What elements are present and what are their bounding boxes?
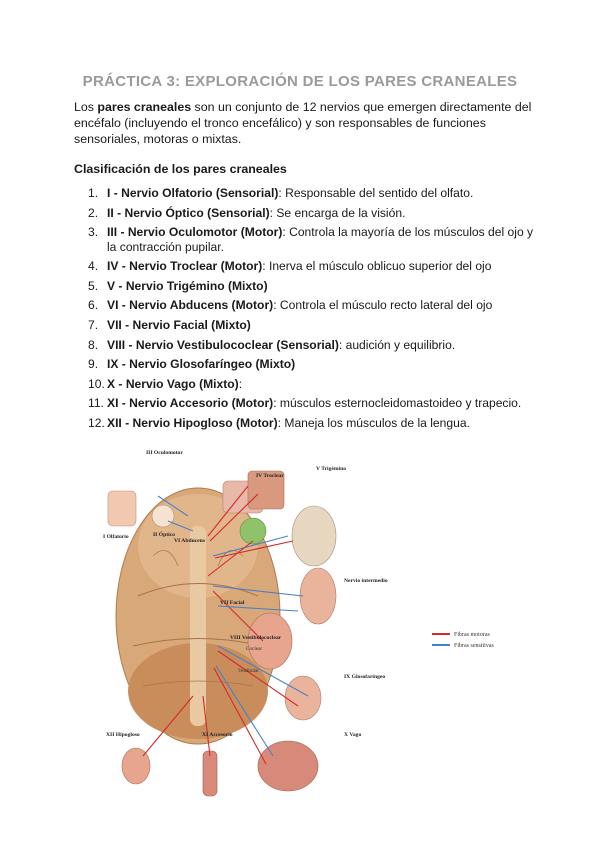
label-abducens: VI Abducens	[174, 538, 205, 544]
nerve-name: X - Nervio Vago (Mixto)	[107, 376, 239, 391]
label-trigemino: V Trigémino	[316, 466, 346, 472]
list-number: 4.	[88, 259, 99, 274]
intro-bold: pares craneales	[97, 100, 192, 114]
nerve-name: VI - Nervio Abducens (Motor)	[107, 298, 274, 313]
label-olfatorio: I Olfatorio	[103, 534, 129, 540]
nerve-name: IX - Nervio Glosofaríngeo (Mixto)	[107, 357, 296, 372]
list-number: 1.	[88, 186, 99, 200]
fiber-legend	[432, 632, 494, 649]
label-oculomotor: III Oculomotor	[146, 450, 183, 456]
label-intermedio: Nervio intermedio	[344, 578, 388, 584]
label-troclear: IV Troclear	[256, 473, 284, 479]
section-heading: Clasificación de los pares craneales	[74, 162, 287, 176]
label-vestibular: Vestibular	[238, 668, 260, 674]
nerve-list	[74, 186, 544, 436]
nerve-name: VIII - Nervio Vestibulococlear (Sensorial)	[107, 337, 339, 352]
intro-before: Los	[74, 100, 98, 114]
label-glosofaringeo: IX Glosofaríngeo	[344, 674, 386, 680]
nerve-name: IV - Nervio Troclear (Motor)	[107, 259, 263, 274]
legend-motor-label: Fibras motoras	[454, 632, 490, 638]
nerve-desc: : audición y equilibrio.	[338, 337, 456, 352]
list-number: 12.	[88, 415, 105, 430]
list-number: 8.	[88, 337, 99, 352]
nerve-desc: : Responsable del sentido del olfato.	[278, 186, 474, 200]
list-number: 5.	[88, 278, 99, 293]
list-number: 2.	[88, 205, 99, 220]
list-item	[74, 259, 544, 274]
label-accesorio: XI Accesorio	[202, 732, 233, 738]
label-vago: X Vago	[344, 732, 362, 738]
list-number: 3.	[88, 225, 99, 240]
list-number: 11.	[88, 396, 104, 411]
list-item	[74, 396, 544, 411]
nerve-desc: : músculos esternocleidomastoideo y trapecio.	[273, 396, 522, 411]
list-item	[74, 298, 544, 313]
label-optico: II Óptico	[153, 532, 175, 538]
nerve-name: II - Nervio Óptico (Sensorial)	[107, 205, 270, 220]
label-coclear: Coclear	[246, 646, 263, 652]
label-hipogloso: XII Hipogloso	[106, 732, 140, 738]
list-number: 7.	[88, 317, 99, 332]
label-vestibulococlear: VIII Vestibulococlear	[230, 635, 282, 641]
list-number: 6.	[88, 298, 99, 313]
cranial-nerves-illustration	[98, 446, 530, 810]
nerve-name: VII - Nervio Facial (Mixto)	[107, 317, 251, 332]
page-title: PRÁCTICA 3: EXPLORACIÓN DE LOS PARES CRANEALES	[82, 73, 518, 90]
nerve-desc: : Inerva el músculo oblicuo superior del ojo	[262, 259, 492, 274]
nerve-name: XI - Nervio Accesorio (Motor)	[107, 396, 274, 411]
list-item	[74, 279, 544, 294]
intro-paragraph	[74, 99, 544, 147]
list-item	[74, 357, 544, 372]
nerve-desc: : Maneja los músculos de la lengua.	[277, 415, 470, 430]
list-item	[74, 206, 544, 221]
nerve-desc: : Controla el músculo recto lateral del ojo	[273, 298, 493, 313]
nerve-name: XII - Nervio Hipogloso (Motor)	[107, 415, 278, 430]
nerve-name: V - Nervio Trigémino (Mixto)	[107, 278, 268, 293]
nerve-name: III - Nervio Oculomotor (Motor)	[107, 225, 283, 240]
intro-after: son un conjunto de 12 nervios que emergen directamente del encéfalo (incluyendo el tronco encefálico) y son responsables de funciones sensoriales, motoras o mixtas.	[74, 100, 532, 146]
list-item	[74, 318, 544, 333]
list-number: 9.	[88, 357, 99, 372]
list-item	[74, 225, 544, 255]
list-item	[74, 377, 544, 392]
list-number: 10.	[88, 376, 105, 391]
nerve-desc: : Se encarga de la visión.	[269, 205, 406, 220]
nerve-desc: : Controla la mayoría de los músculos del ojo y la contracción pupilar.	[107, 225, 534, 255]
list-item	[74, 338, 544, 353]
legend-sensory-label: Fibras sensitivas	[454, 643, 494, 649]
label-facial: VII Facial	[220, 600, 245, 606]
list-item	[74, 186, 544, 201]
nerve-desc: :	[238, 376, 243, 391]
list-item	[74, 416, 544, 431]
nerve-name: I - Nervio Olfatorio (Sensorial)	[107, 186, 279, 200]
